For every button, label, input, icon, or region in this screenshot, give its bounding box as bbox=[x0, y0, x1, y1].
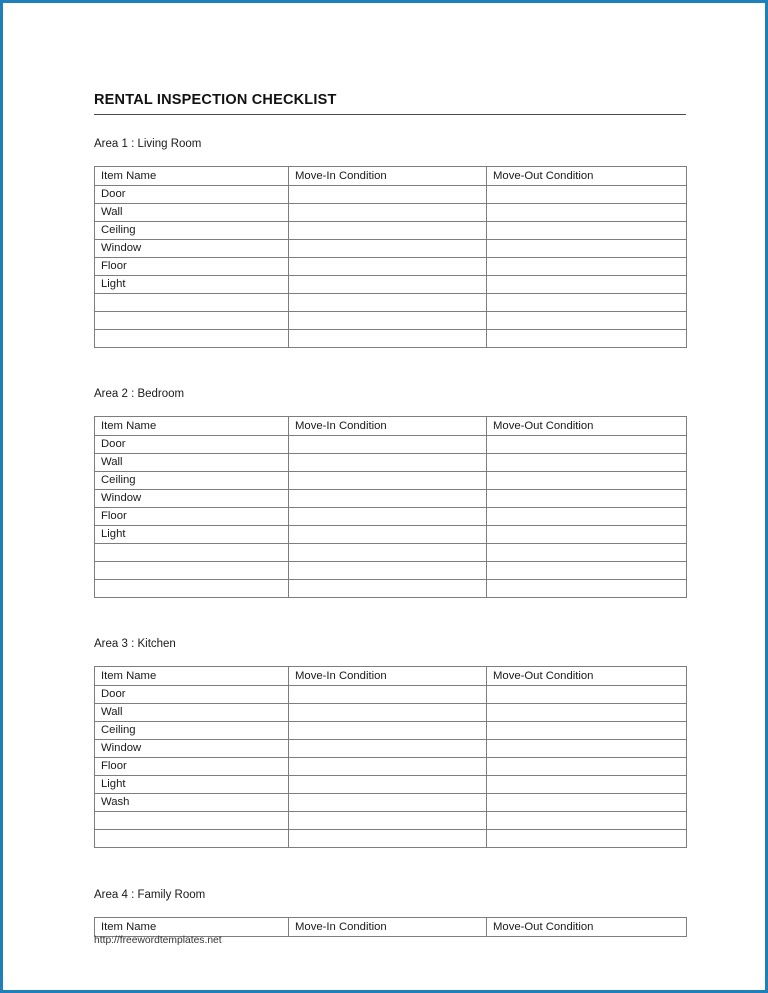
move-in-condition-cell[interactable] bbox=[289, 436, 487, 454]
areas-container bbox=[94, 137, 686, 937]
item-name-cell: Door bbox=[95, 685, 289, 703]
move-out-condition-cell[interactable] bbox=[487, 775, 687, 793]
move-in-condition-cell[interactable] bbox=[289, 544, 487, 562]
move-in-condition-cell[interactable] bbox=[289, 276, 487, 294]
table-row-blank bbox=[95, 294, 687, 312]
move-out-condition-cell[interactable] bbox=[487, 829, 687, 847]
area-section bbox=[94, 387, 686, 598]
move-in-condition-cell[interactable] bbox=[289, 472, 487, 490]
move-out-condition-cell[interactable] bbox=[487, 330, 687, 348]
item-name-cell[interactable] bbox=[95, 294, 289, 312]
move-in-condition-cell[interactable] bbox=[289, 757, 487, 775]
table-row bbox=[95, 204, 687, 222]
inspection-table bbox=[94, 666, 687, 848]
inspection-table bbox=[94, 166, 687, 348]
table-row bbox=[95, 508, 687, 526]
table-row bbox=[95, 793, 687, 811]
move-out-condition-cell[interactable] bbox=[487, 739, 687, 757]
move-out-condition-cell[interactable] bbox=[487, 703, 687, 721]
item-name-cell: Wall bbox=[95, 204, 289, 222]
title-divider bbox=[94, 114, 686, 115]
move-out-condition-cell[interactable] bbox=[487, 793, 687, 811]
item-name-cell[interactable] bbox=[95, 330, 289, 348]
column-header-move-in: Move-In Condition bbox=[289, 917, 487, 936]
item-name-cell[interactable] bbox=[95, 312, 289, 330]
table-header-row bbox=[95, 417, 687, 436]
table-row bbox=[95, 258, 687, 276]
move-in-condition-cell[interactable] bbox=[289, 186, 487, 204]
move-in-condition-cell[interactable] bbox=[289, 811, 487, 829]
item-name-cell: Light bbox=[95, 526, 289, 544]
move-out-condition-cell[interactable] bbox=[487, 186, 687, 204]
table-row bbox=[95, 276, 687, 294]
table-row bbox=[95, 222, 687, 240]
item-name-cell: Window bbox=[95, 490, 289, 508]
page-title: RENTAL INSPECTION CHECKLIST bbox=[94, 92, 337, 108]
item-name-cell[interactable] bbox=[95, 562, 289, 580]
item-name-cell: Window bbox=[95, 240, 289, 258]
move-out-condition-cell[interactable] bbox=[487, 258, 687, 276]
item-name-cell: Floor bbox=[95, 757, 289, 775]
table-row bbox=[95, 454, 687, 472]
move-out-condition-cell[interactable] bbox=[487, 685, 687, 703]
item-name-cell[interactable] bbox=[95, 811, 289, 829]
item-name-cell[interactable] bbox=[95, 544, 289, 562]
column-header-move-out: Move-Out Condition bbox=[487, 167, 687, 186]
table-row-blank bbox=[95, 312, 687, 330]
move-in-condition-cell[interactable] bbox=[289, 312, 487, 330]
table-header-row bbox=[95, 167, 687, 186]
move-in-condition-cell[interactable] bbox=[289, 330, 487, 348]
column-header-item-name: Item Name bbox=[95, 666, 289, 685]
table-row bbox=[95, 472, 687, 490]
table-row-blank bbox=[95, 562, 687, 580]
move-in-condition-cell[interactable] bbox=[289, 490, 487, 508]
move-in-condition-cell[interactable] bbox=[289, 685, 487, 703]
move-out-condition-cell[interactable] bbox=[487, 222, 687, 240]
item-name-cell: Ceiling bbox=[95, 472, 289, 490]
area-section bbox=[94, 137, 686, 348]
footer-url: http://freewordtemplates.net bbox=[94, 935, 222, 946]
move-in-condition-cell[interactable] bbox=[289, 526, 487, 544]
move-in-condition-cell[interactable] bbox=[289, 721, 487, 739]
table-row bbox=[95, 775, 687, 793]
move-out-condition-cell[interactable] bbox=[487, 544, 687, 562]
move-out-condition-cell[interactable] bbox=[487, 721, 687, 739]
item-name-cell: Ceiling bbox=[95, 721, 289, 739]
move-out-condition-cell[interactable] bbox=[487, 472, 687, 490]
column-header-item-name: Item Name bbox=[95, 917, 289, 936]
move-out-condition-cell[interactable] bbox=[487, 294, 687, 312]
table-row bbox=[95, 490, 687, 508]
table-row-blank bbox=[95, 811, 687, 829]
table-row bbox=[95, 757, 687, 775]
move-out-condition-cell[interactable] bbox=[487, 312, 687, 330]
area-heading: Area 4 : Family Room bbox=[94, 888, 206, 901]
item-name-cell: Ceiling bbox=[95, 222, 289, 240]
table-row-blank bbox=[95, 544, 687, 562]
item-name-cell[interactable] bbox=[95, 580, 289, 598]
item-name-cell: Door bbox=[95, 186, 289, 204]
item-name-cell: Wall bbox=[95, 703, 289, 721]
move-in-condition-cell[interactable] bbox=[289, 454, 487, 472]
move-out-condition-cell[interactable] bbox=[487, 276, 687, 294]
move-out-condition-cell[interactable] bbox=[487, 580, 687, 598]
column-header-item-name: Item Name bbox=[95, 417, 289, 436]
item-name-cell: Floor bbox=[95, 508, 289, 526]
column-header-move-out: Move-Out Condition bbox=[487, 666, 687, 685]
move-in-condition-cell[interactable] bbox=[289, 508, 487, 526]
inspection-table bbox=[94, 416, 687, 598]
move-out-condition-cell[interactable] bbox=[487, 204, 687, 222]
table-row bbox=[95, 526, 687, 544]
table-row bbox=[95, 685, 687, 703]
move-in-condition-cell[interactable] bbox=[289, 793, 487, 811]
table-row bbox=[95, 186, 687, 204]
column-header-move-in: Move-In Condition bbox=[289, 666, 487, 685]
table-row bbox=[95, 436, 687, 454]
move-in-condition-cell[interactable] bbox=[289, 829, 487, 847]
table-row-blank bbox=[95, 580, 687, 598]
move-in-condition-cell[interactable] bbox=[289, 258, 487, 276]
item-name-cell: Light bbox=[95, 276, 289, 294]
move-in-condition-cell[interactable] bbox=[289, 580, 487, 598]
area-heading: Area 2 : Bedroom bbox=[94, 388, 185, 401]
item-name-cell: Wall bbox=[95, 454, 289, 472]
table-row-blank bbox=[95, 330, 687, 348]
item-name-cell: Door bbox=[95, 436, 289, 454]
table-row bbox=[95, 739, 687, 757]
move-in-condition-cell[interactable] bbox=[289, 294, 487, 312]
document-sheet bbox=[94, 3, 686, 937]
item-name-cell: Wash bbox=[95, 793, 289, 811]
area-section bbox=[94, 637, 686, 848]
move-in-condition-cell[interactable] bbox=[289, 739, 487, 757]
table-row-blank bbox=[95, 829, 687, 847]
move-in-condition-cell[interactable] bbox=[289, 703, 487, 721]
column-header-move-in: Move-In Condition bbox=[289, 167, 487, 186]
column-header-move-in: Move-In Condition bbox=[289, 417, 487, 436]
move-in-condition-cell[interactable] bbox=[289, 204, 487, 222]
move-out-condition-cell[interactable] bbox=[487, 436, 687, 454]
move-out-condition-cell[interactable] bbox=[487, 508, 687, 526]
item-name-cell: Floor bbox=[95, 258, 289, 276]
move-out-condition-cell[interactable] bbox=[487, 757, 687, 775]
item-name-cell: Light bbox=[95, 775, 289, 793]
table-row bbox=[95, 703, 687, 721]
area-section bbox=[94, 888, 686, 937]
move-out-condition-cell[interactable] bbox=[487, 240, 687, 258]
item-name-cell: Window bbox=[95, 739, 289, 757]
area-heading: Area 1 : Living Room bbox=[94, 138, 202, 151]
table-row bbox=[95, 721, 687, 739]
move-out-condition-cell[interactable] bbox=[487, 526, 687, 544]
move-in-condition-cell[interactable] bbox=[289, 240, 487, 258]
table-row bbox=[95, 240, 687, 258]
item-name-cell[interactable] bbox=[95, 829, 289, 847]
move-out-condition-cell[interactable] bbox=[487, 562, 687, 580]
move-in-condition-cell[interactable] bbox=[289, 562, 487, 580]
move-in-condition-cell[interactable] bbox=[289, 775, 487, 793]
table-header-row bbox=[95, 917, 687, 936]
column-header-move-out: Move-Out Condition bbox=[487, 917, 687, 936]
area-heading: Area 3 : Kitchen bbox=[94, 638, 176, 650]
column-header-move-out: Move-Out Condition bbox=[487, 417, 687, 436]
move-out-condition-cell[interactable] bbox=[487, 811, 687, 829]
move-out-condition-cell[interactable] bbox=[487, 454, 687, 472]
table-header-row bbox=[95, 666, 687, 685]
move-in-condition-cell[interactable] bbox=[289, 222, 487, 240]
column-header-item-name: Item Name bbox=[95, 167, 289, 186]
move-out-condition-cell[interactable] bbox=[487, 490, 687, 508]
inspection-table bbox=[94, 917, 687, 937]
